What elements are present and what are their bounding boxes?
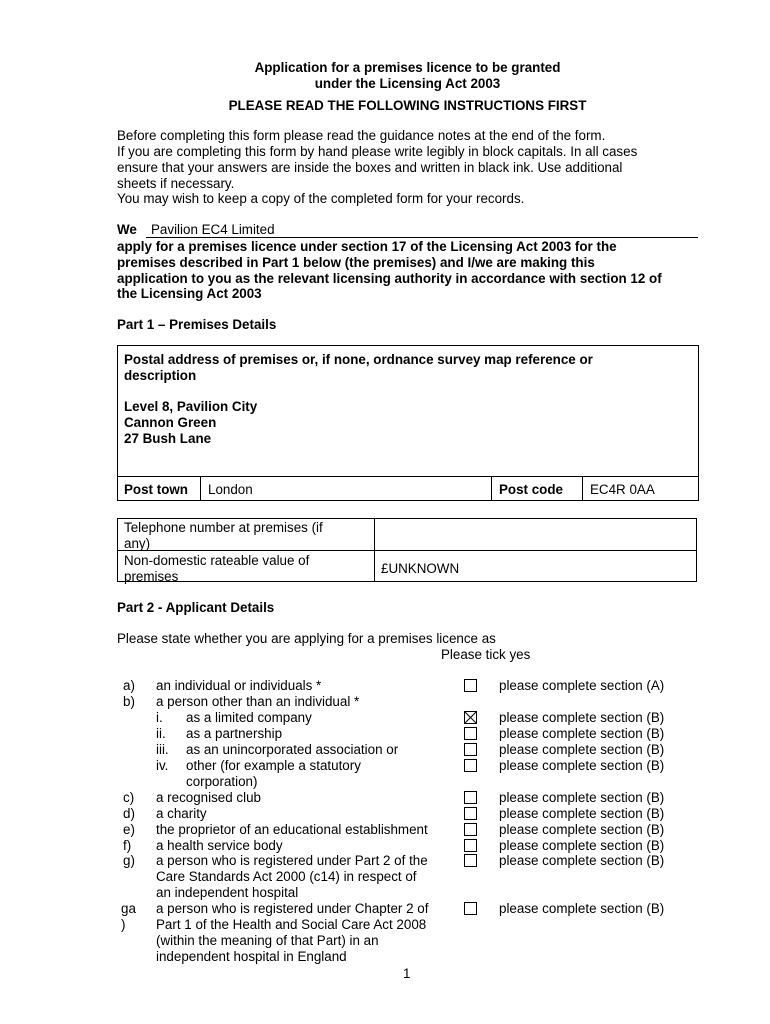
option-text: an individual or individuals * <box>156 678 322 693</box>
option-text: a charity <box>156 806 207 821</box>
divider <box>491 476 492 501</box>
option-text: as an unincorporated association or <box>186 742 399 757</box>
applicant-type-question: Please state whether you are applying for a premises licence as <box>117 631 496 646</box>
option-text: independent hospital in England <box>156 949 347 964</box>
we-label: We <box>117 222 137 237</box>
option-text: a person who is registered under Chapter 2 of <box>156 901 429 916</box>
option-letter: ii. <box>156 726 166 741</box>
option-letter: iii. <box>156 742 169 757</box>
telephone-label: any) <box>124 536 151 551</box>
option-text: corporation) <box>186 774 258 789</box>
statement-line: apply for a premises licence under section 17 of the Licensing Act 2003 for the <box>117 239 617 254</box>
option-text: a recognised club <box>156 790 261 805</box>
intro-line: If you are completing this form by hand please write legibly in block capitals. In all cases <box>117 144 638 159</box>
option-letter: ga <box>121 901 136 916</box>
post-town-label: Post town <box>124 482 188 497</box>
statement-line: application to you as the relevant licensing authority in accordance with section 12 of <box>117 271 662 286</box>
option-letter: g) <box>123 853 135 868</box>
address-label: description <box>124 368 197 383</box>
option-checkbox[interactable] <box>464 839 477 852</box>
statement-line: the Licensing Act 2003 <box>117 286 262 301</box>
option-text: Care Standards Act 2000 (c14) in respect of <box>156 869 417 884</box>
option-checkbox[interactable] <box>464 902 477 915</box>
intro-line: ensure that your answers are inside the boxes and written in black ink. Use additional <box>117 160 623 175</box>
option-checkbox[interactable] <box>464 791 477 804</box>
option-checkbox[interactable] <box>464 807 477 820</box>
option-section-note: please complete section (A) <box>499 678 665 693</box>
option-section-note: please complete section (B) <box>499 822 665 837</box>
applicant-name-underline <box>146 237 698 238</box>
address-line: 27 Bush Lane <box>124 431 212 446</box>
option-section-note: please complete section (B) <box>499 758 665 773</box>
option-letter: a) <box>123 678 135 693</box>
option-letter: b) <box>123 694 135 709</box>
post-code-value[interactable]: EC4R 0AA <box>590 482 655 497</box>
rateable-value-label: premises <box>124 569 179 584</box>
option-text: as a limited company <box>186 710 312 725</box>
option-text: as a partnership <box>186 726 283 741</box>
option-checkbox[interactable] <box>464 854 477 867</box>
option-section-note: please complete section (B) <box>499 806 665 821</box>
divider <box>117 550 697 551</box>
intro-line: sheets if necessary. <box>117 176 235 191</box>
option-checkbox[interactable] <box>464 743 477 756</box>
option-section-note: please complete section (B) <box>499 742 665 757</box>
tick-instruction: Please tick yes <box>441 647 531 662</box>
option-section-note: please complete section (B) <box>499 726 665 741</box>
option-text: other (for example a statutory <box>186 758 361 773</box>
telephone-label: Telephone number at premises (if <box>124 520 323 535</box>
option-section-note: please complete section (B) <box>499 838 665 853</box>
instructions-heading: PLEASE READ THE FOLLOWING INSTRUCTIONS FIRST <box>228 98 587 113</box>
form-title-line1: Application for a premises licence to be granted <box>254 60 561 75</box>
option-checkbox[interactable] <box>464 727 477 740</box>
address-line: Cannon Green <box>124 415 217 430</box>
option-text: (within the meaning of that Part) in an <box>156 933 379 948</box>
part2-heading: Part 2 - Applicant Details <box>117 600 275 615</box>
divider <box>200 476 201 501</box>
option-text: a person who is registered under Part 2 of the <box>156 853 428 868</box>
option-letter: i. <box>156 710 163 725</box>
part1-heading: Part 1 – Premises Details <box>117 317 277 332</box>
statement-line: premises described in Part 1 below (the premises) and I/we are making this <box>117 255 595 270</box>
option-letter: c) <box>123 790 135 805</box>
option-section-note: please complete section (B) <box>499 853 665 868</box>
option-section-note: please complete section (B) <box>499 901 665 916</box>
option-checkbox[interactable] <box>464 759 477 772</box>
rateable-value-label: Non-domestic rateable value of <box>124 553 310 568</box>
address-label: Postal address of premises or, if none, ordnance survey map reference or <box>124 352 593 367</box>
option-letter: iv. <box>156 758 169 773</box>
option-checkbox[interactable] <box>464 711 477 724</box>
intro-line: You may wish to keep a copy of the completed form for your records. <box>117 191 525 206</box>
form-title-line2: under the Licensing Act 2003 <box>314 76 501 91</box>
option-text: a person other than an individual * <box>156 694 360 709</box>
option-letter: e) <box>123 822 135 837</box>
option-section-note: please complete section (B) <box>499 710 665 725</box>
option-checkbox[interactable] <box>464 823 477 836</box>
option-text: Part 1 of the Health and Social Care Act 2008 <box>156 917 427 932</box>
option-text: the proprietor of an educational establishment <box>156 822 428 837</box>
option-checkbox[interactable] <box>464 679 477 692</box>
cross-mark-icon <box>465 712 476 723</box>
rateable-value[interactable]: £UNKNOWN <box>381 561 460 576</box>
option-text: an independent hospital <box>156 885 299 900</box>
divider <box>582 476 583 501</box>
address-line: Level 8, Pavilion City <box>124 399 258 414</box>
post-town-value[interactable]: London <box>208 482 253 497</box>
option-letter: d) <box>123 806 135 821</box>
option-letter: f) <box>123 838 132 853</box>
divider <box>117 476 699 477</box>
post-code-label: Post code <box>499 482 563 497</box>
option-text: a health service body <box>156 838 283 853</box>
option-section-note: please complete section (B) <box>499 790 665 805</box>
page-number: 1 <box>403 966 411 981</box>
intro-line: Before completing this form please read the guidance notes at the end of the form. <box>117 128 606 143</box>
option-letter: ) <box>121 917 126 932</box>
divider <box>374 518 375 582</box>
applicant-name-value[interactable]: Pavilion EC4 Limited <box>151 222 275 237</box>
